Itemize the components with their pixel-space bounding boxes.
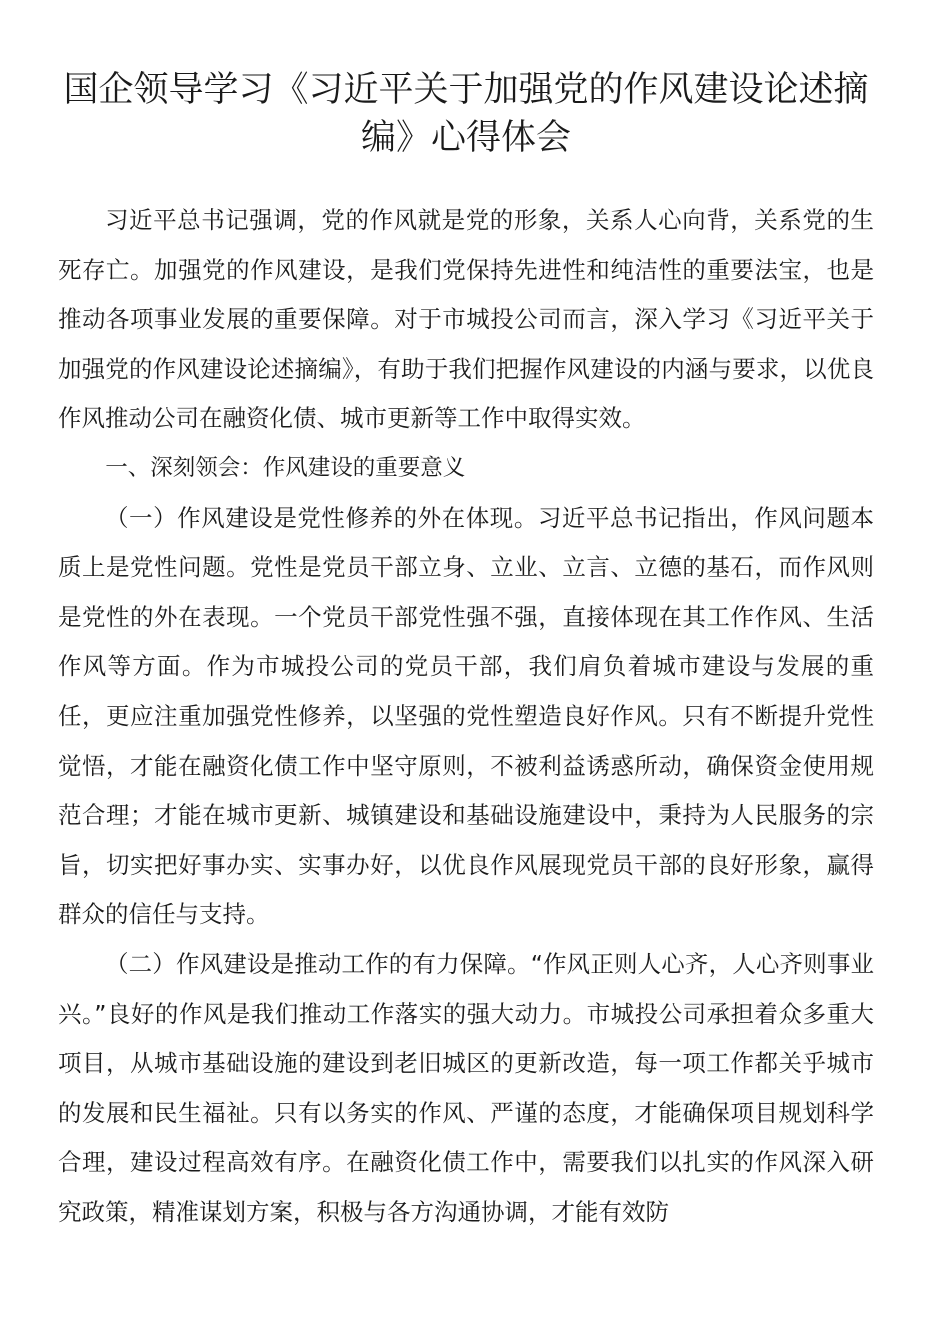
paragraph-point-1: （一）作风建设是党性修养的外在体现。习近平总书记指出，作风问题本质上是党性问题。党性是党员干部立身、立业、立言、立德的基石，而作风则是党性的外在表现。一个党员干部党性强不强，直接体现在其工作作风、生活作风等方面。作为市城投公司的党员干部，我们肩负着城市建设与发展的重任，更应注重加强党性修养，以坚强的党性塑造良好作风。只有不断提升党性觉悟，才能在融资化债工作中坚守原则，不被利益诱惑所动，确保资金使用规范合理；才能在城市更新、城镇建设和基础设施建设中，秉持为人民服务的宗旨，切实把好事办实、实事办好，以优良作风展现党员干部的良好形象，赢得群众的信任与支持。 xyxy=(58,503,874,929)
paragraph-point-2: （二）作风建设是推动工作的有力保障。“作风正则人心齐，人心齐则事业兴。”良好的作风是我们推动工作落实的强大动力。市城投公司承担着众多重大项目，从城市基础设施的建设到老旧城区的更新改造，每一项工作都关乎城市的发展和民生福祉。只有以务实的作风、严谨的态度，才能确保项目规划科学合理，建设过程高效有序。在融资化债工作中，需要我们以扎实的作风深入研究政策，精准谋划方案，积极与各方沟通协调，才能有效防 xyxy=(58,949,874,1226)
document-title: 国企领导学习《习近平关于加强党的作风建设论述摘编》心得体会 xyxy=(63,70,869,158)
document-body xyxy=(58,196,874,1237)
paragraph-intro: 习近平总书记强调，党的作风就是党的形象，关系人心向背，关系党的生死存亡。加强党的作风建设，是我们党保持先进性和纯洁性的重要法宝，也是推动各项事业发展的重要保障。对于市城投公司而言，深入学习《习近平关于加强党的作风建设论述摘编》，有助于我们把握作风建设的内涵与要求，以优良作风推动公司在融资化债、城市更新等工作中取得实效。 xyxy=(58,206,874,433)
section-heading-1: 一、深刻领会：作风建设的重要意义 xyxy=(105,454,466,481)
